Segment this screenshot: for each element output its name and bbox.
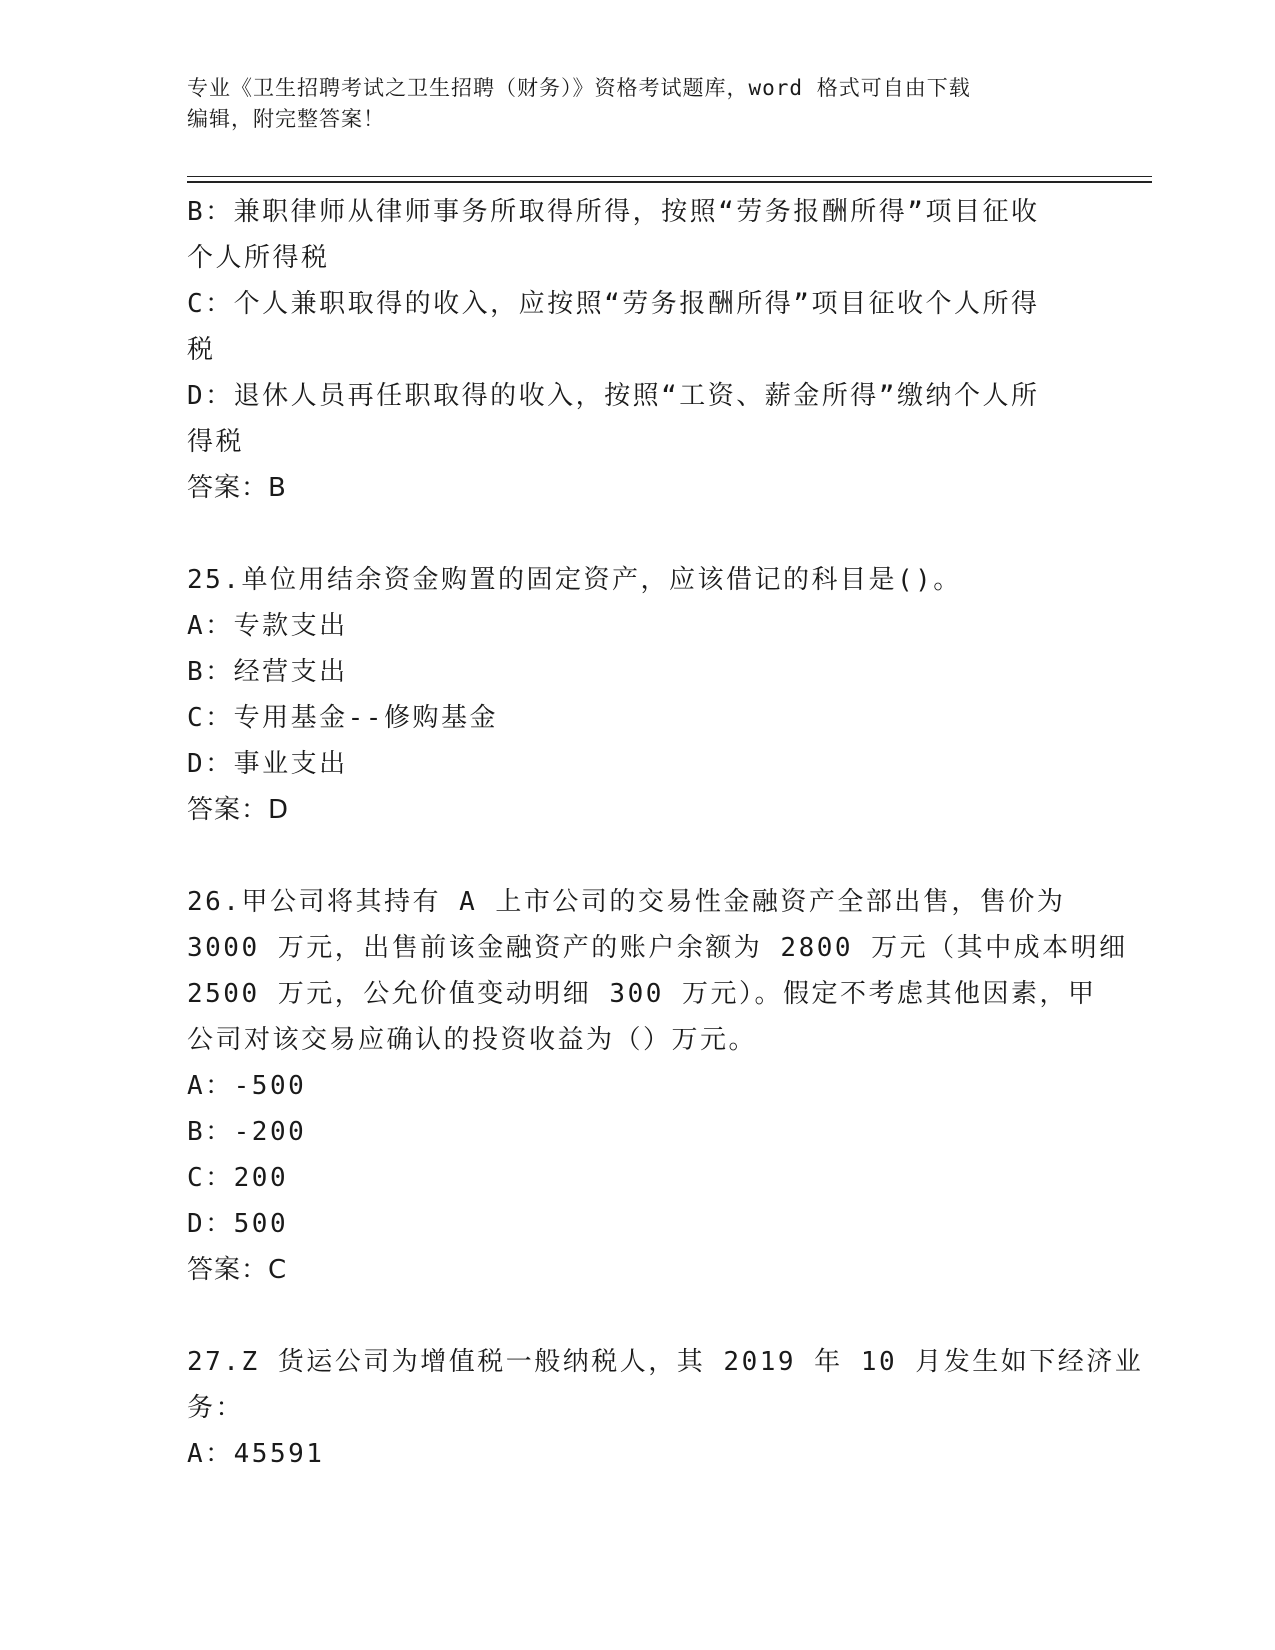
option-c-line-2: 税 xyxy=(187,335,216,365)
header-divider-thick xyxy=(187,181,1152,183)
question-25 xyxy=(187,557,1087,833)
option-b-line-1: B：兼职律师从律师事务所取得所得，按照“劳务报酬所得”项目征收 xyxy=(187,197,1040,227)
header-line-1: 专业《卫生招聘考试之卫生招聘（财务）》资格考试题库，word 格式可自由下载 xyxy=(187,76,971,100)
answer: 答案：C xyxy=(187,1255,288,1285)
option-d-line-2: 得税 xyxy=(187,427,245,457)
question-27 xyxy=(187,1339,1144,1477)
question-stem-line-4: 公司对该交易应确认的投资收益为（）万元。 xyxy=(187,1025,758,1055)
header-divider-thin xyxy=(187,176,1152,177)
question-24 xyxy=(187,189,1087,511)
option-b: B：-200 xyxy=(187,1117,307,1147)
question-stem-line-1: 26.甲公司将其持有 A 上市公司的交易性金融资产全部出售，售价为 xyxy=(187,887,1066,917)
option-d: D：事业支出 xyxy=(187,749,348,779)
question-stem-line-2: 3000 万元，出售前该金融资产的账户余额为 2800 万元（其中成本明细 xyxy=(187,933,1128,963)
option-a: A：专款支出 xyxy=(187,611,348,641)
option-b: B：经营支出 xyxy=(187,657,348,687)
question-stem-line-3: 2500 万元，公允价值变动明细 300 万元）。假定不考虑其他因素，甲 xyxy=(187,979,1097,1009)
header-line-2: 编辑，附完整答案！ xyxy=(187,107,385,131)
option-c: C：专用基金--修购基金 xyxy=(187,703,498,733)
answer: 答案：D xyxy=(187,795,290,825)
spacer xyxy=(187,511,1087,557)
question-stem: 25.单位用结余资金购置的固定资产，应该借记的科目是()。 xyxy=(187,565,962,595)
document-header xyxy=(187,73,1067,135)
option-b-line-2: 个人所得税 xyxy=(187,243,330,273)
question-stem-line-1: 27.Z 货运公司为增值税一般纳税人，其 2019 年 10 月发生如下经济业 xyxy=(187,1347,1144,1377)
document-content xyxy=(187,189,1144,1477)
spacer xyxy=(187,833,1087,879)
option-c-line-1: C：个人兼职取得的收入，应按照“劳务报酬所得”项目征收个人所得 xyxy=(187,289,1040,319)
option-d: D：500 xyxy=(187,1209,289,1239)
question-26 xyxy=(187,879,1128,1293)
option-d-line-1: D：退休人员再任职取得的收入，按照“工资、薪金所得”缴纳个人所 xyxy=(187,381,1040,411)
spacer xyxy=(187,1293,1087,1339)
question-stem-line-2: 务： xyxy=(187,1393,245,1423)
option-a: A：-500 xyxy=(187,1071,307,1101)
answer: 答案：B xyxy=(187,473,287,503)
option-c: C：200 xyxy=(187,1163,289,1193)
option-a: A：45591 xyxy=(187,1439,325,1469)
